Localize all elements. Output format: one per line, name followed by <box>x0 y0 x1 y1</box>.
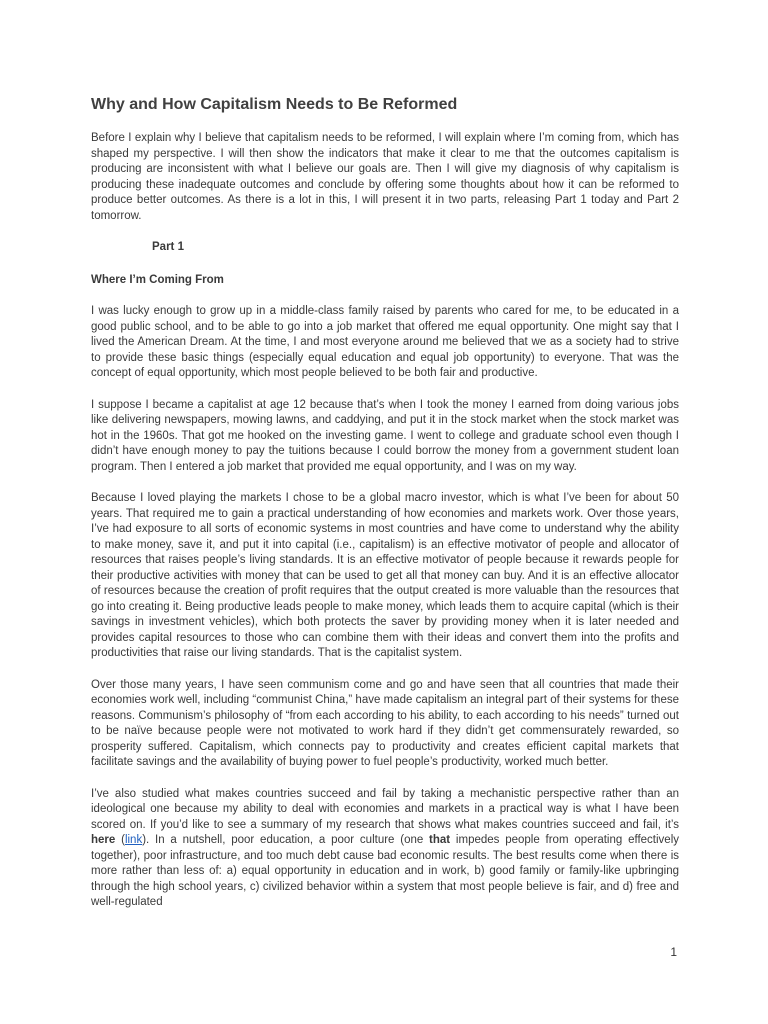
intro-paragraph: Before I explain why I believe that capitalism needs to be reformed, I will explain where I’m coming from, which has shaped my perspective. I will then show the indicators that make it clear to me that the outcomes capitalism is producing are inconsistent with what I believe our goals are. Then I will give my diagnosis of why capitalism is producing these inadequate outcomes and conclude by offering some thoughts about how it can be reformed to produce better outcomes. As there is a lot in this, I will present it in two parts, releasing Part 1 today and Part 2 tomorrow. <box>91 132 679 222</box>
body-paragraph-5 <box>91 787 679 911</box>
part-label: Part 1 <box>152 241 184 253</box>
body-paragraph-4: Over those many years, I have seen communism come and go and have seen that all countries that made their economies work well, including “communist China,” have made capitalism an integral part of their systems for these reasons. Communism’s philosophy of “from each according to his ability, to each according to his needs” turned out to be naïve because people were not motivated to work hard if they didn’t get commensurately rewarded, so prosperity suffered. Capitalism, which connects pay to productivity and creates efficient capital markets that facilitate savings and the availability of buying power to fuel people’s productivity, worked much better. <box>91 678 679 768</box>
research-link[interactable]: link <box>124 834 143 846</box>
here-text: here <box>91 834 116 846</box>
para5-text-mid: ). In a nutshell, poor education, a poor culture (one <box>142 834 430 846</box>
section-heading: Where I’m Coming From <box>91 273 224 286</box>
document-page <box>91 96 679 927</box>
body-paragraph-3: Because I loved playing the markets I chose to be a global macro investor, which is what I’ve been for about 50 years. That required me to gain a practical understanding of how economies and markets work. Over those years, I’ve had exposure to all sorts of economic systems in most countries and have come to understand why the ability to make money, save it, and put it into capital (i.e., capitalism) is an effective motivator of people and allocator of resources that raises people’s living standards. It is an effective motivator of people because it rewards people for their productive activities with money that can be used to get all that money can buy. And it is an effective allocator of resources because the creation of profit requires that the output created is more valuable than the resources that go into creating it. Being productive leads people to make money, which leads them to acquire capital (which is their savings in investment vehicles), which both protects the saver by providing money when it is later needed and provides capital resources to those who can combine them with their ideas and convert them into the profits and productivities that raise our living standards. That is the capitalist system. <box>91 492 679 659</box>
para5-text-before: I’ve also studied what makes countries succeed and fail by taking a mechanistic perspective rather than an ideological one because my ability to deal with economies and markets in a practical way is what I have been scored on. If you’d like to see a summary of my research that shows what makes countries succeed and fail, it’s <box>91 787 679 831</box>
document-title: Why and How Capitalism Needs to Be Reformed <box>91 96 458 113</box>
body-paragraph-2: I suppose I became a capitalist at age 12 because that’s when I took the money I earned from doing various jobs like delivering newspapers, mowing lawns, and caddying, and put it in the stock market when the stock market was hot in the 1960s. That got me hooked on the investing game. I went to college and graduate school even though I didn’t have enough money to pay the tuitions because I could borrow the money from a government student loan program. Then I entered a job market that provided me equal opportunity, and I was on my way. <box>91 398 679 473</box>
para5-text-after: impedes people from operating effectively together), poor infrastructure, and too much debt cause bad economic results. The best results come when there is more rather than less of: a) equal opportunity in education and in work, b) good family or family-like upbringing through the high school years, c) civilized behavior within a system that most people believe is fair, and d) free and well-regulated <box>91 834 680 908</box>
para5-open-paren: ( <box>115 834 125 846</box>
page-number: 1 <box>670 945 677 959</box>
body-paragraph-1: I was lucky enough to grow up in a middle-class family raised by parents who cared for me, to be educated in a good public school, and to be able to go into a job market that offered me equal opportunity. One might say that I lived the American Dream. At the time, I and most everyone around me believed that we as a society had to strive to provide these basic things (especially equal education and equal job opportunity) to everyone. That was the concept of equal opportunity, which most people believed to be both fair and productive. <box>91 305 679 379</box>
that-text: that <box>429 834 451 846</box>
